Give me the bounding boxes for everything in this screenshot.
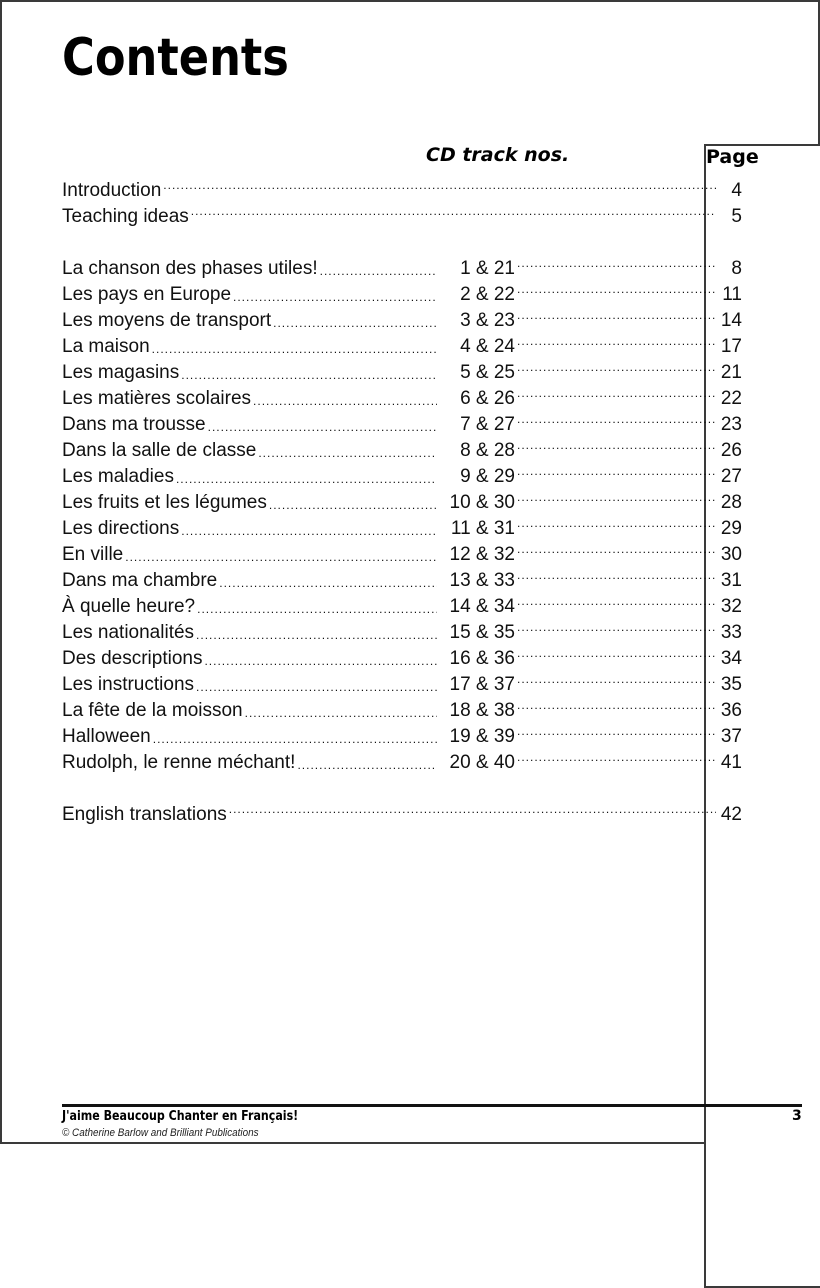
entry-page: 28 [720, 492, 742, 513]
footer-copyright: © Catherine Barlow and Brilliant Publications [62, 1127, 259, 1139]
entry-tracks: 18 & 38 [449, 700, 515, 721]
entry-label: Des descriptions [62, 648, 203, 669]
toc-entry-song[interactable] [62, 378, 742, 409]
entry-tracks: 13 & 33 [449, 570, 515, 591]
column-header-tracks: CD track nos. [426, 144, 570, 166]
dot-leader [515, 560, 716, 586]
footer-book-title: J'aime Beaucoup Chanter en Français! [62, 1109, 299, 1124]
entry-label: Les matières scolaires [62, 388, 252, 409]
entry-label: Les directions [62, 518, 180, 539]
toc-entry-song[interactable] [62, 560, 742, 591]
page-title: Contents [62, 28, 289, 88]
entry-label: Les instructions [62, 674, 195, 695]
dot-leader [515, 430, 716, 456]
entry-page: 27 [720, 466, 742, 487]
entry-tracks: 12 & 32 [449, 544, 515, 565]
entry-page: 35 [720, 674, 742, 695]
toc-entry-song[interactable] [62, 508, 742, 539]
toc-entry-song[interactable] [62, 300, 742, 331]
entry-label: Les magasins [62, 362, 180, 383]
entry-tracks: 6 & 26 [460, 388, 515, 409]
entry-label: Les fruits et les légumes [62, 492, 267, 513]
entry-tracks: 9 & 29 [460, 466, 515, 487]
entry-page: 33 [720, 622, 742, 643]
toc-entry-english-translations[interactable] [62, 794, 742, 825]
toc-entry-song[interactable] [62, 352, 742, 383]
dot-leader [515, 378, 716, 404]
dot-leader [515, 352, 716, 378]
entry-page: 34 [720, 648, 742, 669]
toc-entry-song[interactable] [62, 690, 742, 721]
toc-entry-song[interactable] [62, 664, 742, 695]
dot-leader [189, 196, 716, 222]
entry-tracks: 20 & 40 [449, 752, 515, 773]
entry-tracks: 15 & 35 [449, 622, 515, 643]
entry-label: La maison [62, 336, 150, 357]
entry-tracks: 4 & 24 [460, 336, 515, 357]
toc-entry-song[interactable] [62, 326, 742, 357]
entry-tracks: 7 & 27 [460, 414, 515, 435]
entry-label: Rudolph, le renne méchant! [62, 752, 296, 773]
column-header-page: Page [704, 144, 820, 1288]
toc-entry-song[interactable] [62, 274, 742, 305]
toc-entry-teaching-ideas[interactable] [62, 196, 742, 227]
dot-leader [515, 690, 716, 716]
entry-page: 22 [720, 388, 742, 409]
dot-leader [515, 664, 716, 690]
entry-tracks: 11 & 31 [450, 518, 515, 539]
toc-entry-song[interactable] [62, 638, 742, 669]
dot-leader [227, 794, 716, 820]
entry-label: À quelle heure? [62, 596, 196, 617]
dot-leader [515, 248, 716, 274]
dot-leader [295, 750, 437, 776]
dot-leader [515, 638, 716, 664]
entry-page: 32 [720, 596, 742, 617]
entry-page: 8 [731, 258, 742, 279]
toc-entry-song[interactable] [62, 430, 742, 461]
toc-entry-song[interactable] [62, 534, 742, 565]
entry-tracks: 19 & 39 [449, 726, 515, 747]
entry-page: 4 [731, 180, 742, 201]
footer-page-number: 3 [792, 1108, 802, 1124]
entry-label: Les pays en Europe [62, 284, 232, 305]
entry-tracks: 3 & 23 [460, 310, 515, 331]
toc-entry-song[interactable] [62, 742, 742, 773]
dot-leader [515, 482, 716, 508]
entry-label: Dans ma chambre [62, 570, 218, 591]
entry-page: 5 [731, 206, 742, 227]
toc-entry-song[interactable] [62, 612, 742, 643]
entry-page: 31 [720, 570, 742, 591]
entry-label: Les nationalités [62, 622, 195, 643]
toc-entry-song[interactable] [62, 404, 742, 435]
footer-divider [62, 1104, 802, 1107]
entry-tracks: 2 & 22 [460, 284, 515, 305]
dot-leader [161, 170, 716, 196]
entry-tracks: 8 & 28 [460, 440, 515, 461]
dot-leader [515, 456, 716, 482]
entry-page: 37 [720, 726, 742, 747]
entry-page: 41 [720, 752, 742, 773]
dot-leader [515, 508, 716, 534]
entry-page: 11 [722, 284, 742, 305]
dot-leader [515, 326, 716, 352]
entry-page: 30 [720, 544, 742, 565]
toc-entry-song[interactable] [62, 248, 742, 279]
entry-label: Teaching ideas [62, 206, 189, 227]
entry-tracks: 16 & 36 [449, 648, 515, 669]
toc-entry-introduction[interactable] [62, 170, 742, 201]
entry-label: English translations [62, 804, 227, 825]
entry-tracks: 1 & 21 [460, 258, 515, 279]
entry-tracks: 14 & 34 [449, 596, 515, 617]
entry-label: En ville [62, 544, 124, 565]
entry-label: Les moyens de transport [62, 310, 272, 331]
entry-page: 23 [720, 414, 742, 435]
entry-label: Dans ma trousse [62, 414, 206, 435]
dot-leader [515, 534, 716, 560]
entry-tracks: 5 & 25 [460, 362, 515, 383]
entry-label: Dans la salle de classe [62, 440, 257, 461]
entry-label: La chanson des phases utiles! [62, 258, 318, 279]
dot-leader [515, 716, 716, 742]
entry-page: 26 [720, 440, 742, 461]
entry-tracks: 17 & 37 [449, 674, 515, 695]
entry-label: Les maladies [62, 466, 174, 487]
toc-entry-song[interactable] [62, 716, 742, 747]
toc-entry-song[interactable] [62, 456, 742, 487]
entry-label: Introduction [62, 180, 162, 201]
dot-leader [515, 742, 716, 768]
entry-label: La fête de la moisson [62, 700, 243, 721]
toc-entry-song[interactable] [62, 586, 742, 617]
entry-page: 14 [720, 310, 742, 331]
dot-leader [515, 274, 716, 300]
entry-tracks: 10 & 30 [449, 492, 515, 513]
dot-leader [515, 612, 716, 638]
entry-page: 21 [720, 362, 742, 383]
entry-page: 36 [720, 700, 742, 721]
dot-leader [515, 404, 716, 430]
entry-page: 29 [720, 518, 742, 539]
dot-leader [515, 300, 716, 326]
toc-entry-song[interactable] [62, 482, 742, 513]
entry-page: 42 [720, 804, 742, 825]
entry-label: Halloween [62, 726, 151, 747]
dot-leader [515, 586, 716, 612]
entry-page: 17 [720, 336, 742, 357]
